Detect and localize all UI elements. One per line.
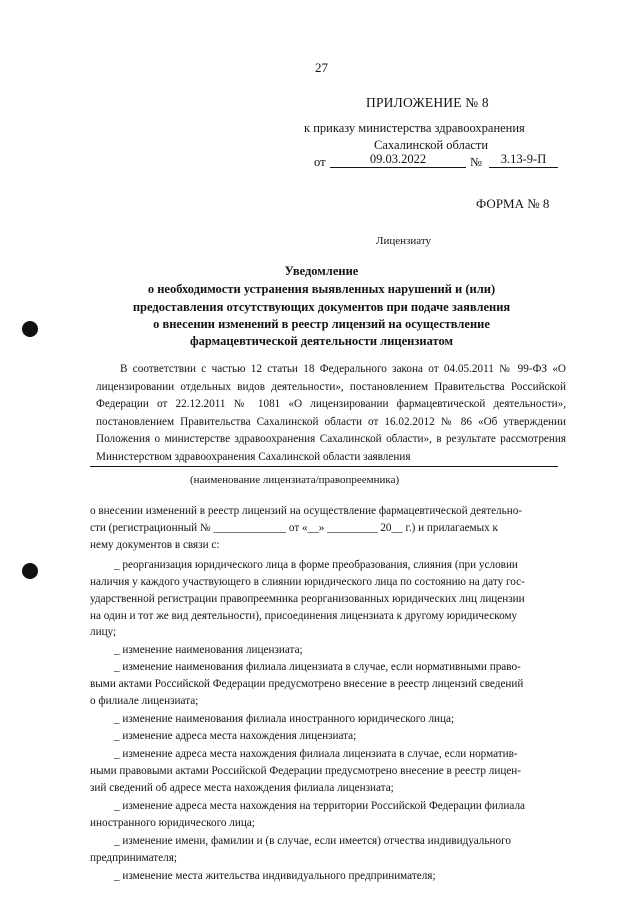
order-number: 3.13-9-П: [489, 152, 558, 168]
notice-title-line: о необходимости устранения выявленных нарушений и (или): [147, 282, 496, 296]
body-line: _ изменение адреса места нахождения филиала лицензиата в случае, если норматив-: [114, 748, 518, 760]
page-number: 27: [315, 60, 328, 75]
body-line: на один и тот же вид деятельности), присоединения лицензиата к другому юридическому: [90, 610, 518, 622]
body-line: _ изменение наименования лицензиата;: [114, 644, 303, 656]
form-label: ФОРМА № 8: [476, 196, 550, 211]
body-line: о внесении изменений в реестр лицензий на осуществление фармацевтической деятельно-: [90, 505, 523, 517]
binder-hole: [22, 563, 38, 579]
body-line: наличия у каждого участвующего в слиянии юридического лица по состоянию на дату гос-: [90, 576, 525, 588]
notice-title-line: фармацевтической деятельности лицензиатом: [189, 334, 454, 348]
lead-paragraph: В соответствии с частью 12 статьи 18 Федерального закона от 04.05.2011 № 99-ФЗ «О лицензировании отдельных видов деятельности», постановлением Правительства Российской Федерации от 22.12.2011 № 1081 «О лицензировании фармацевтической деятельности», постановлением Правительства Сахалинской области от 16.02.2012 № 86 «Об утверждении Положения о министерстве здравоохранения Сахалинской области», в результате рассмотрения Министерством здравоохранения Сахалинской области заявления: [96, 363, 566, 463]
body-line: иностранного юридического лица;: [90, 817, 255, 829]
body-line: _ изменение наименования филиала иностранного юридического лица;: [114, 713, 455, 725]
order-number-label: №: [470, 155, 482, 169]
binder-hole: [22, 321, 38, 337]
licensee-name-caption: (наименование лицензиата/правопреемника): [190, 474, 400, 486]
body-line: _ изменение наименования филиала лицензиата в случае, если нормативными право-: [114, 661, 521, 673]
appendix-title: ПРИЛОЖЕНИЕ № 8: [366, 95, 489, 110]
notice-title-line: о внесении изменений в реестр лицензий на осуществление: [153, 317, 490, 331]
body-line: ударственной регистрации правопреемника реорганизованных юридических лиц лицензии: [90, 593, 525, 605]
body-line: _ изменение адреса места нахождения лицензиата;: [114, 730, 357, 742]
order-line-2: Сахалинской области: [374, 138, 489, 152]
body-line: _ изменение имени, фамилии и (в случае, если имеется) отчества индивидуального: [114, 835, 511, 847]
body-line: выми актами Российской Федерации предусмотрено внесение в реестр лицензий сведений: [90, 678, 524, 690]
body-line: зий сведений об адресе места нахождения филиала лицензиата;: [90, 782, 394, 794]
body-line: ными правовыми актами Российской Федерации предусмотрено внесение в реестр лицен-: [90, 765, 522, 777]
body-line: о филиале лицензиата;: [90, 695, 199, 707]
body-line: нему документов в связи с:: [90, 539, 220, 551]
body-line: _ реорганизация юридического лица в форме преобразования, слияния (при условии: [114, 559, 518, 571]
body-line: сти (регистрационный № _____________ от «__» _________ 20__ г.) и прилагаемых к: [90, 522, 498, 534]
body-line: предпринимателя;: [90, 852, 178, 864]
notice-title-line: предоставления отсутствующих документов при подаче заявления: [132, 300, 511, 314]
body-line: _ изменение места жительства индивидуального предпринимателя;: [114, 870, 436, 882]
licensee-name-fill-line: [90, 466, 558, 467]
addressee: Лицензиату: [376, 235, 431, 247]
body-line: _ изменение адреса места нахождения на территории Российской Федерации филиала: [114, 800, 526, 812]
notice-title: Уведомление: [284, 264, 359, 278]
body-line: лицу;: [90, 626, 117, 638]
order-date: 09.03.2022: [330, 152, 466, 168]
order-from-label: от: [314, 155, 326, 169]
order-line-1: к приказу министерства здравоохранения: [304, 121, 525, 135]
